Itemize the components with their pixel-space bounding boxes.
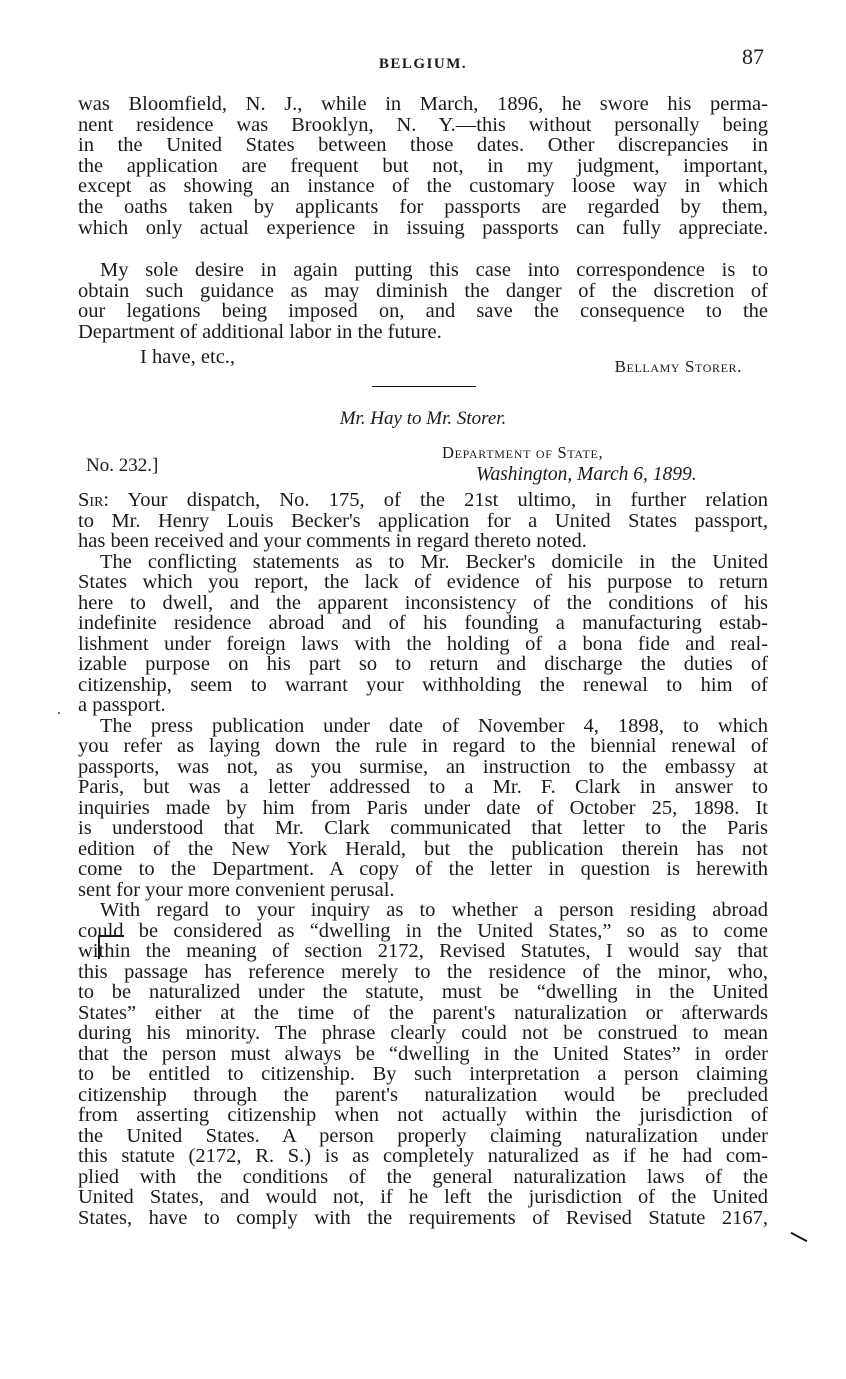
- text-line: except as showing an instance of the customary loose way in which: [78, 175, 768, 198]
- text-line: inquiries made by him from Paris under date of October 25, 1898. It: [78, 796, 768, 819]
- running-head: BELGIUM.: [378, 56, 468, 72]
- text-line: could be considered as “dwelling in the United States,” so as to come: [78, 919, 768, 942]
- text-line: Department of additional labor in the future.: [78, 320, 442, 343]
- text-line: The conflicting statements as to Mr. Becker's domicile in the United: [100, 550, 768, 573]
- text-line: passports, was not, as you surmise, an instruction to the embassy at: [78, 755, 768, 778]
- text-line: the application are frequent but not, in my judgment, important,: [78, 154, 768, 177]
- margin-tick-mark: [791, 1232, 808, 1242]
- text-line: to be entitled to citizenship. By such interpretation a person claiming: [78, 1063, 768, 1085]
- text-line: that the person must always be “dwelling in the United States” in order: [78, 1042, 768, 1065]
- text-line: States” either at the time of the parent's naturalization or afterwards: [78, 1001, 768, 1024]
- text-fragment: Your dispatch, No. 175, of the 21st ultimo, in further relation: [109, 489, 768, 511]
- text-line: within the meaning of section 2172, Revised Statutes, I would say that: [78, 940, 768, 962]
- department-name: Department of State,: [442, 443, 604, 462]
- text-line: to be naturalized under the statute, must be “dwelling in the United: [78, 981, 768, 1003]
- text-line: Paris, but was a letter addressed to a Mr. F. Clark in answer to: [78, 776, 768, 798]
- print-speck: [58, 712, 60, 714]
- text-line: izable purpose on his part so to return and discharge the duties of: [78, 653, 768, 675]
- text-line: obtain such guidance as may diminish the danger of the discretion of: [78, 279, 768, 302]
- text-line: States, have to comply with the requirements of Revised Statute 2167,: [78, 1206, 768, 1229]
- paragraph-mark: [98, 935, 124, 959]
- text-line: from asserting citizenship when not actually within the jurisdiction of: [78, 1104, 768, 1126]
- text-line: [78, 490, 768, 511]
- text-line: this statute (2172, R. S.) is as completely naturalized as if he had com-: [78, 1145, 768, 1167]
- text-line: the oaths taken by applicants for passports are regarded by them,: [78, 195, 768, 218]
- letter2-body: [78, 490, 768, 1228]
- text-line: the United States. A person properly claiming naturalization under: [78, 1124, 768, 1147]
- letter-heading: Mr. Hay to Mr. Storer.: [339, 408, 507, 429]
- text-line: indefinite residence abroad and of his founding a manufacturing estab-: [78, 612, 768, 634]
- text-line: here to dwell, and the apparent inconsistency of the conditions of his: [78, 591, 768, 614]
- text-line: sent for your more convenient perusal.: [78, 878, 395, 901]
- signature: Bellamy Storer.: [614, 357, 742, 376]
- text-line: My sole desire in again putting this case into correspondence is to: [100, 259, 768, 281]
- text-line: to Mr. Henry Louis Becker's application for a United States passport,: [78, 509, 768, 532]
- text-line: lishment under foreign laws with the holding of a bona fide and real-: [78, 632, 768, 655]
- text-line: come to the Department. A copy of the letter in question is herewith: [78, 858, 768, 880]
- text-line: nent residence was Brooklyn, N. Y.—this without personally being: [78, 113, 768, 136]
- section-divider: [372, 386, 476, 387]
- text-line: edition of the New York Herald, but the publication therein has not: [78, 837, 768, 860]
- text-line: a passport.: [78, 694, 166, 716]
- letter1-paragraph1: [78, 94, 768, 238]
- text-line: States which you report, the lack of evidence of his purpose to return: [78, 571, 768, 593]
- text-line: you refer as laying down the rule in regard to the biennial renewal of: [78, 735, 768, 757]
- text-line: this passage has reference merely to the residence of the minor, who,: [78, 960, 768, 983]
- dateline: Washington, March 6, 1899.: [476, 464, 697, 485]
- text-line: The press publication under date of November 4, 1898, to which: [100, 714, 768, 737]
- text-line: is understood that Mr. Clark communicated that letter to the Paris: [78, 817, 768, 839]
- text-line: United States, and would not, if he left the jurisdiction of the United: [78, 1186, 768, 1208]
- text-line: With regard to your inquiry as to whether a person residing abroad: [100, 899, 768, 921]
- text-line: citizenship, seem to warrant your withholding the renewal to him of: [78, 673, 768, 696]
- text-line: plied with the conditions of the general naturalization laws of the: [78, 1165, 768, 1188]
- text-line: which only actual experience in issuing passports can fully appreciate.: [78, 216, 768, 239]
- text-line: in the United States between those dates. Other discrepancies in: [78, 134, 768, 157]
- page-number: 87: [742, 44, 764, 69]
- letter1-paragraph2: [78, 260, 768, 342]
- text-line: citizenship through the parent's naturalization would be precluded: [78, 1083, 768, 1106]
- text-line: during his minority. The phrase clearly could not be construed to mean: [78, 1022, 768, 1044]
- text-line: has been received and your comments in regard thereto noted.: [78, 530, 587, 552]
- closing: I have, etc.,: [140, 346, 236, 368]
- text-line: our legations being imposed on, and save the consequence to the: [78, 300, 768, 323]
- salutation: Sir:: [78, 489, 110, 511]
- text-line: was Bloomfield, N. J., while in March, 1896, he swore his perma-: [78, 93, 768, 115]
- dispatch-number: No. 232.]: [86, 455, 159, 476]
